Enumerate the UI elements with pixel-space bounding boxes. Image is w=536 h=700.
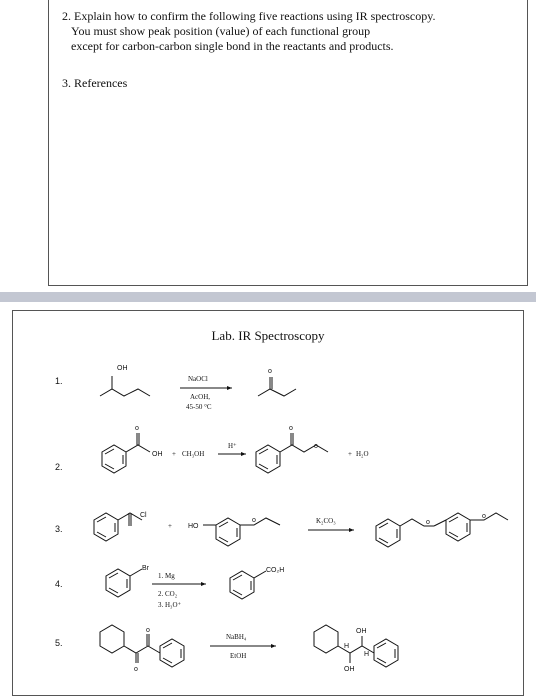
- reaction-1-reactant-label: OH: [117, 365, 128, 372]
- reaction-1-reagent-top: NaOCl: [188, 375, 208, 383]
- reaction-5-reactant: [100, 625, 184, 673]
- top-page: [0, 0, 536, 292]
- reaction-4: [106, 565, 284, 609]
- reaction-2-byproduct-plus: +: [348, 450, 352, 458]
- reaction-3-co-reactant-label: HO: [188, 523, 199, 530]
- question-2-line-1: 2. Explain how to confirm the following five reactions using IR spectroscopy.: [62, 9, 436, 23]
- reaction-2-reactant: [102, 425, 163, 473]
- question-2-line-2: You must show peak position (value) of each functional group: [71, 24, 371, 38]
- reaction-1: [100, 365, 296, 411]
- reaction-5-reagent-bottom: EtOH: [230, 652, 247, 660]
- reaction-4-step-1: 1. Mg: [158, 572, 175, 580]
- svg-text:o: o: [289, 425, 293, 432]
- page-gap: [0, 292, 536, 302]
- svg-text:o: o: [146, 627, 150, 634]
- svg-text:o: o: [134, 666, 138, 673]
- reaction-3-product: [376, 513, 508, 547]
- reaction-2: [102, 425, 369, 473]
- svg-text:o: o: [426, 519, 430, 526]
- svg-text:o: o: [314, 443, 318, 450]
- reaction-5-number: 5.: [55, 638, 63, 648]
- reaction-3: [94, 512, 508, 547]
- question-2: [62, 9, 435, 54]
- reaction-4-step-2: 2. CO₂: [158, 590, 178, 598]
- reaction-4-product-label: CO₂H: [266, 567, 285, 574]
- lab-title: Lab. IR Spectroscopy: [211, 328, 325, 343]
- question-3: 3. References: [62, 76, 128, 90]
- reaction-2-number: 2.: [55, 462, 63, 472]
- reaction-3-reactant-label: Cl: [140, 512, 147, 519]
- reaction-3-plus: +: [168, 522, 172, 530]
- reaction-3-co-reactant: [188, 517, 280, 546]
- svg-text:o: o: [268, 368, 272, 375]
- reaction-1-reagent-bottom-1: AcOH,: [190, 393, 211, 401]
- reaction-4-product: [230, 567, 284, 599]
- svg-text:o: o: [482, 513, 486, 520]
- reaction-2-plus: +: [172, 450, 176, 458]
- reaction-3-reagent: K₂CO₃: [316, 517, 336, 525]
- reaction-1-reactant: [100, 365, 150, 396]
- reaction-scheme: [0, 302, 536, 700]
- question-2-line-3: except for carbon-carbon single bond in the reactants and products.: [71, 39, 394, 53]
- reaction-5-product-label-1: OH: [356, 628, 367, 635]
- reaction-5-product: [314, 625, 398, 673]
- svg-text:o: o: [135, 425, 139, 432]
- reaction-4-reactant-label: Br: [142, 565, 149, 572]
- reaction-2-byproduct: H₂O: [356, 450, 369, 458]
- reaction-3-number: 3.: [55, 524, 63, 534]
- reaction-2-product: [256, 425, 328, 473]
- svg-text:o: o: [252, 517, 256, 524]
- reaction-5-product-label-4: OH: [344, 666, 355, 673]
- reaction-4-reactant: [106, 565, 150, 597]
- reaction-3-reactant: [94, 512, 147, 541]
- reaction-1-number: 1.: [55, 376, 63, 386]
- reaction-5-reagent-top: NaBH₄: [226, 633, 247, 641]
- reaction-1-reagent-bottom-2: 45-50 °C: [186, 403, 212, 411]
- reaction-2-reactant-label: OH: [152, 451, 163, 458]
- reaction-5-product-label-2: H: [344, 643, 350, 650]
- reaction-2-co-reactant: CH₃OH: [182, 450, 205, 458]
- reaction-5: [100, 625, 398, 673]
- reaction-4-step-3: 3. H₃O⁺: [158, 601, 182, 609]
- reaction-2-reagent: H⁺: [228, 442, 237, 450]
- reaction-5-product-label-3: H: [364, 651, 370, 658]
- reaction-1-product: [258, 368, 296, 396]
- reaction-4-number: 4.: [55, 579, 63, 589]
